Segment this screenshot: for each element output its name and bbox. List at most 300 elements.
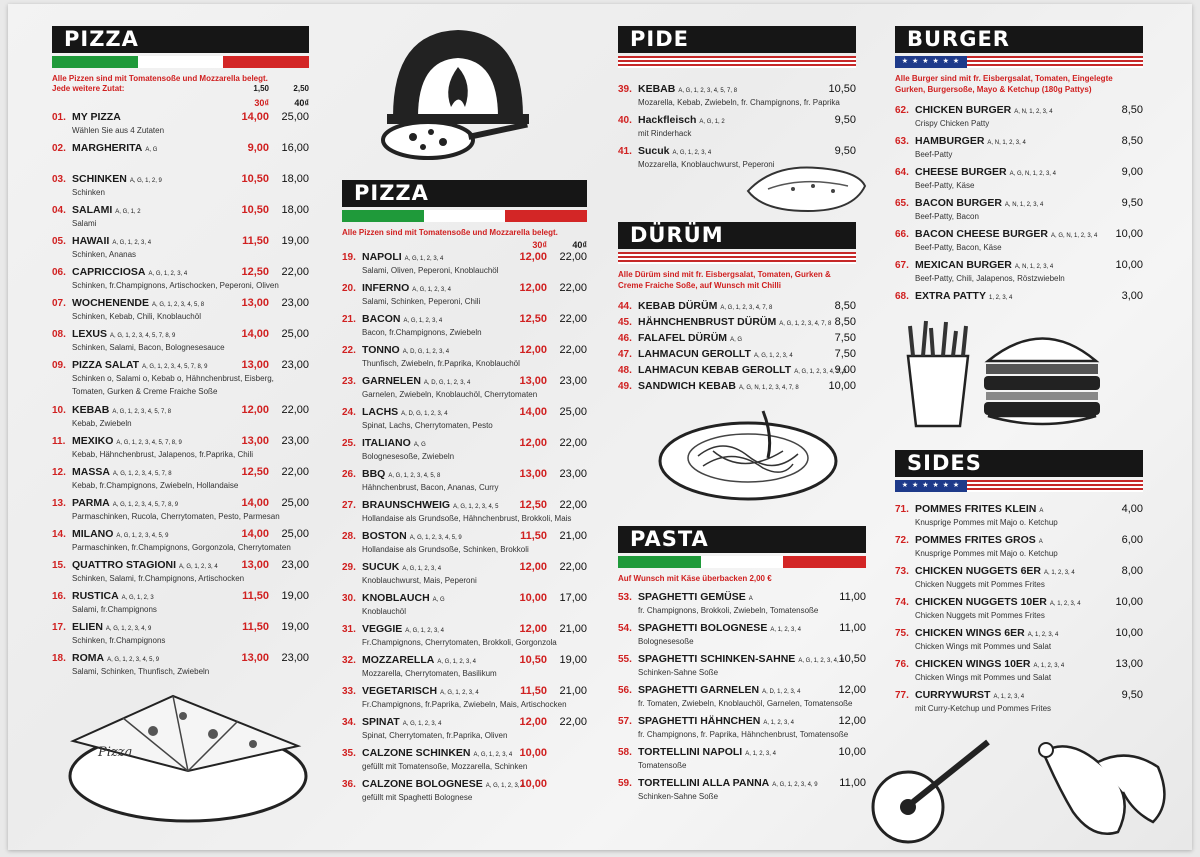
section-header: DÜRÜM: [618, 222, 856, 249]
item-price: 10,00: [1115, 596, 1143, 608]
item-name: [362, 375, 470, 387]
allergen-codes: A, G: [432, 597, 445, 603]
item-name-text: CHICKEN BURGER: [915, 104, 1012, 116]
item-name-text: ELIEN: [72, 621, 103, 633]
price-large: 23,00: [281, 559, 309, 571]
menu-item: [52, 403, 309, 434]
item-name-text: Sucuk: [638, 145, 670, 157]
item-description: Fr.Champignons, Cherrytomaten, Brokkoli, Gorgonzola: [362, 638, 557, 647]
item-name-text: BRAUNSCHWEIG: [362, 499, 451, 511]
price-large: 22,00: [281, 266, 309, 278]
allergen-codes: A, G, 1, 2, 3, 4: [148, 271, 188, 277]
item-name-text: HÄHNCHENBRUST DÜRÜM: [638, 316, 777, 328]
item-description: Mozzarella, Knoblauchwurst, Peperoni: [638, 160, 775, 169]
section-note: Alle Pizzen sind mit Tomatensoße und Mozzarella belegt.: [342, 228, 558, 237]
menu-item: [342, 374, 587, 405]
item-description: Schinken-Sahne Soße: [638, 792, 719, 801]
menu-item: [52, 358, 309, 403]
burger-section: [895, 26, 1143, 320]
allergen-codes: A, G: [145, 147, 158, 153]
item-name: [362, 654, 476, 666]
menu-item: [342, 560, 587, 591]
item-name: [72, 235, 151, 247]
burger-fries-sketch: [898, 316, 1108, 431]
item-number: 46.: [618, 333, 632, 344]
item-name: [72, 621, 151, 633]
item-number: 32.: [342, 655, 356, 666]
item-price: 9,50: [834, 145, 856, 157]
menu-item: [618, 745, 866, 776]
item-name: [915, 503, 1043, 515]
item-number: 21.: [342, 314, 356, 325]
item-number: 28.: [342, 531, 356, 542]
menu-item: [342, 405, 587, 436]
item-description-2: Tomaten, Gurken & Creme Fraiche Soße: [72, 387, 218, 396]
us-flag: [895, 56, 1143, 68]
allergen-codes: A, G, 1, 2, 3, 4, 5: [453, 504, 499, 510]
menu-item: [895, 595, 1143, 626]
item-description: Schinken, Salami, Bacon, Bolognesesauce: [72, 343, 225, 352]
section-note: Alle Dürüm sind mit fr. Eisbergsalat, Tomaten, Gurken & Creme Fraiche Soße, auf Wunsch mit Chilli: [618, 270, 831, 290]
price-large: 19,00: [281, 590, 309, 602]
allergen-codes: A: [1038, 539, 1043, 545]
price-large: 19,00: [559, 654, 587, 666]
menu-item: [342, 591, 587, 622]
menu-item: [895, 657, 1143, 688]
menu-item: [618, 590, 866, 621]
allergen-codes: A, 1, 2, 3, 4: [1044, 570, 1075, 576]
item-name-text: WOCHENENDE: [72, 297, 150, 309]
item-name: [362, 499, 498, 511]
item-description: Bolognesesoße: [638, 637, 694, 646]
item-name: [72, 328, 175, 340]
allergen-codes: A, D, 1, 2, 3, 4: [762, 689, 801, 695]
item-description: gefüllt mit Tomatensoße, Mozzarella, Schinken: [362, 762, 528, 771]
item-number: 31.: [342, 624, 356, 635]
menu-item: [342, 498, 587, 529]
section-header: PIZZA: [342, 180, 587, 207]
allergen-codes: A, G, 1, 2, 3, 4: [402, 721, 442, 727]
item-description: Knoblauchöl: [362, 607, 407, 616]
item-price: 10,50: [838, 653, 866, 665]
item-name-text: SUCUK: [362, 561, 400, 573]
item-name: [72, 142, 157, 154]
item-number: 41.: [618, 146, 632, 157]
item-name: [362, 406, 448, 418]
menu-item: [618, 299, 856, 315]
item-name-text: TORTELLINI ALLA PANNA: [638, 777, 770, 789]
item-name: [72, 173, 162, 185]
item-number: 55.: [618, 654, 632, 665]
allergen-codes: A, G, 1, 2, 3, 4: [672, 150, 712, 156]
price-large: 21,00: [559, 530, 587, 542]
menu-sheet: [8, 4, 1192, 850]
item-description: Schinken-Sahne Soße: [638, 668, 719, 677]
item-name: [638, 300, 772, 312]
price-small: 12,00: [519, 623, 547, 635]
price-large: 23,00: [281, 297, 309, 309]
item-name-text: VEGGIE: [362, 623, 403, 635]
item-price: 8,50: [1121, 104, 1143, 116]
item-name-text: LAHMACUN KEBAB GEROLLT: [638, 364, 792, 376]
pizza-list-2: [342, 250, 587, 808]
item-description: Crispy Chicken Patty: [915, 119, 990, 128]
allergen-codes: A, G, 1, 2, 3, 4, 5, 7, 8: [678, 88, 738, 94]
pide-sketch: [743, 156, 873, 221]
item-name: [362, 437, 426, 449]
allergen-codes: A, G, 1, 2, 3, 4, 5, 9: [409, 535, 462, 541]
item-name-text: BBQ: [362, 468, 386, 480]
item-name: [362, 778, 524, 790]
price-small: 11,50: [520, 685, 547, 697]
allergen-codes: A, G, 1, 2, 3, 4, 5, 9: [116, 533, 169, 539]
item-number: 59.: [618, 778, 632, 789]
item-number: 54.: [618, 623, 632, 634]
item-name-text: PARMA: [72, 497, 110, 509]
allergen-codes: A, N, 1, 2, 3, 4: [1014, 264, 1054, 270]
item-name-text: KNOBLAUCH: [362, 592, 430, 604]
allergen-codes: A, G, 1, 2, 3, 4, 9: [105, 626, 152, 632]
menu-item: [618, 315, 856, 331]
item-number: 01.: [52, 112, 66, 123]
item-number: 64.: [895, 167, 909, 178]
item-name-text: PIZZA SALAT: [72, 359, 140, 371]
item-number: 04.: [52, 205, 66, 216]
item-number: 33.: [342, 686, 356, 697]
allergen-codes: A, G, 1, 2, 3, 4: [473, 752, 513, 758]
item-name-text: KEBAB: [638, 83, 676, 95]
item-number: 58.: [618, 747, 632, 758]
item-description: Salami, Schinken, Peperoni, Chili: [362, 297, 481, 306]
price-large: 25,00: [281, 328, 309, 340]
item-name-text: MOZZARELLA: [362, 654, 435, 666]
item-name-text: TORTELLINI NAPOLI: [638, 746, 743, 758]
price-large: 18,00: [281, 204, 309, 216]
item-number: 49.: [618, 381, 632, 392]
item-name: [362, 592, 445, 604]
item-description: Mozarella, Kebab, Zwiebeln, fr. Champignons, fr. Paprika: [638, 98, 840, 107]
item-name: [638, 348, 793, 360]
item-name: [72, 652, 159, 664]
item-number: 11.: [52, 436, 66, 447]
item-description: Schinken: [72, 188, 105, 197]
item-description: Hollandaise als Grundsoße, Hähnchenbrust, Brokkoli, Mais: [362, 514, 572, 523]
price-large: 22,00: [559, 282, 587, 294]
price-large: 18,00: [281, 173, 309, 185]
item-name: [362, 344, 449, 356]
price-large: 22,00: [559, 716, 587, 728]
item-name-text: MEXICAN BURGER: [915, 259, 1012, 271]
menu-item: [52, 651, 309, 682]
item-description: Schinken, Salami, fr.Champignons, Artischocken: [72, 574, 245, 583]
menu-item: [895, 533, 1143, 564]
allergen-codes: A, N, 1, 2, 3, 4: [987, 140, 1026, 146]
price-small: 14,00: [241, 528, 269, 540]
menu-item: [52, 558, 309, 589]
item-name-text: CHICKEN WINGS 10ER: [915, 658, 1031, 670]
allergen-codes: A, G, 1, 2: [115, 209, 141, 215]
price-small: 12,50: [519, 313, 547, 325]
item-name: [72, 435, 182, 447]
item-number: 18.: [52, 653, 66, 664]
menu-item: [618, 82, 856, 113]
item-price: 10,50: [828, 83, 856, 95]
item-number: 20.: [342, 283, 356, 294]
price-large: 23,00: [559, 468, 587, 480]
size-header: [52, 98, 309, 108]
item-price: 11,00: [839, 622, 866, 634]
size-header: [342, 240, 587, 250]
price-large: 19,00: [281, 235, 309, 247]
item-price: 7,50: [834, 348, 856, 360]
menu-item: [342, 250, 587, 281]
allergen-codes: A, N, 1, 2, 3, 4: [1014, 109, 1053, 115]
item-number: 16.: [52, 591, 66, 602]
allergen-codes: A, 1, 2, 3, 4: [1049, 601, 1081, 607]
size-40: 40₫: [294, 98, 309, 108]
item-description: Spinat, Cherrytomaten, fr.Paprika, Oliven: [362, 731, 508, 740]
sides-list: [895, 502, 1143, 719]
price-small: 10,00: [519, 747, 547, 759]
allergen-codes: A, G, 1, 2, 9: [129, 178, 162, 184]
item-name-text: CAPRICCIOSA: [72, 266, 146, 278]
allergen-codes: A, G, 1, 2, 3, 4, 5, 7, 8, 9: [142, 364, 208, 370]
section-header: PASTA: [618, 526, 866, 553]
burger-list: [895, 103, 1143, 320]
price-small: 14,00: [519, 406, 547, 418]
flag-stars: ★ ★ ★ ★ ★ ★: [895, 480, 967, 492]
item-number: 09.: [52, 360, 66, 371]
item-description: Tomatensoße: [638, 761, 687, 770]
price-large: 23,00: [559, 375, 587, 387]
item-name-text: KEBAB: [72, 404, 110, 416]
allergen-codes: A, G, N, 1, 2, 3, 4, 7, 8: [739, 385, 799, 391]
item-name-text: SPAGHETTI HÄHNCHEN: [638, 715, 761, 727]
item-price: 6,00: [1121, 534, 1143, 546]
price-large: 22,00: [559, 313, 587, 325]
price-large: 19,00: [281, 621, 309, 633]
item-number: 08.: [52, 329, 66, 340]
item-name-text: ITALIANO: [362, 437, 411, 449]
sides-section: [895, 450, 1143, 719]
item-name-text: BACON BURGER: [915, 197, 1002, 209]
menu-item: [895, 134, 1143, 165]
item-name-text: MEXIKO: [72, 435, 114, 447]
allergen-codes: A, G, 1, 2, 3, 4, 7, 8: [779, 321, 832, 327]
price-small: 11,50: [242, 235, 269, 247]
item-description: Bolognesesoße, Zwiebeln: [362, 452, 455, 461]
pizza-oven-sketch: [373, 22, 543, 172]
item-name-text: GARNELEN: [362, 375, 421, 387]
section-header: BURGER: [895, 26, 1143, 53]
allergen-codes: A: [748, 596, 753, 602]
item-description: Parmaschinken, fr.Champignons, Gorgonzola, Cherrytomaten: [72, 543, 291, 552]
allergen-codes: A, G, 1, 2, 3, 4: [437, 659, 477, 665]
price-small: 13,00: [241, 559, 269, 571]
italian-flag: [618, 556, 866, 568]
item-description: Wählen Sie aus 4 Zutaten: [72, 126, 165, 135]
allergen-codes: A, G, N, 1, 2, 3, 4: [1051, 233, 1098, 239]
item-description: Schinken, Kebab, Chili, Knoblauchöl: [72, 312, 201, 321]
pizza-list-1: [52, 110, 309, 682]
item-name-text: MASSA: [72, 466, 110, 478]
item-price: 9,50: [834, 114, 856, 126]
item-number: 65.: [895, 198, 909, 209]
item-number: 06.: [52, 267, 66, 278]
item-name: [72, 559, 218, 571]
menu-item: [895, 502, 1143, 533]
item-description: Beef-Patty, Käse: [915, 181, 975, 190]
item-price: 10,00: [828, 380, 856, 392]
item-name-text: HAMBURGER: [915, 135, 985, 147]
item-description: Schinken, fr.Champignons: [72, 636, 166, 645]
menu-item: [342, 622, 587, 653]
item-description: Chicken Nuggets mit Pommes Frites: [915, 611, 1045, 620]
menu-item: [895, 688, 1143, 719]
size-30: 30₫: [532, 240, 547, 250]
stripes-decoration: [618, 56, 856, 68]
item-description: Knusprige Pommes mit Majo o. Ketchup: [915, 549, 1058, 558]
price-large: 23,00: [281, 359, 309, 371]
menu-item: [52, 327, 309, 358]
price-small: 10,50: [241, 173, 269, 185]
item-name: [362, 747, 512, 759]
item-price: 13,00: [1115, 658, 1143, 670]
item-name-text: INFERNO: [362, 282, 410, 294]
item-name: [638, 316, 831, 328]
price-small: 11,50: [520, 530, 547, 542]
item-name-text: CALZONE BOLOGNESE: [362, 778, 483, 790]
item-price: 8,50: [1121, 135, 1143, 147]
item-name: [638, 364, 846, 376]
item-name: [362, 561, 441, 573]
item-name: [72, 359, 207, 371]
item-name: [915, 290, 1012, 302]
item-number: 44.: [618, 301, 632, 312]
item-name-text: LAHMACUN GEROLLT: [638, 348, 751, 360]
item-number: 17.: [52, 622, 66, 633]
menu-item: [342, 436, 587, 467]
item-name-text: VEGETARISCH: [362, 685, 438, 697]
item-price: 10,00: [1115, 627, 1143, 639]
item-name: [72, 404, 171, 416]
stripes-decoration: [618, 252, 856, 264]
allergen-codes: A, G: [413, 442, 426, 448]
menu-item: [52, 496, 309, 527]
durum-section: [618, 222, 856, 395]
item-name: [638, 114, 725, 126]
price-large: 21,00: [559, 623, 587, 635]
allergen-codes: A, 1, 2, 3, 4: [745, 751, 776, 757]
item-name: [362, 685, 479, 697]
item-price: 11,00: [839, 777, 866, 789]
menu-item: [342, 653, 587, 684]
item-number: 15.: [52, 560, 66, 571]
item-description: mit Rinderhack: [638, 129, 692, 138]
allergen-codes: A, 1, 2, 3, 4: [1027, 632, 1059, 638]
allergen-codes: A, G, 1, 2, 3: [121, 595, 154, 601]
item-name-text: SCHINKEN: [72, 173, 127, 185]
item-description: Hollandaise als Grundsoße, Schinken, Brokkoli: [362, 545, 529, 554]
price-small: 13,00: [519, 375, 547, 387]
item-name: [72, 528, 168, 540]
item-number: 29.: [342, 562, 356, 573]
allergen-codes: A, G, 1, 2, 3, 4, 5, 7, 8, 9: [116, 440, 182, 446]
item-number: 45.: [618, 317, 632, 328]
item-name: [72, 204, 141, 216]
item-number: 23.: [342, 376, 356, 387]
allergen-codes: A, G, 1, 2, 3, 4, 5, 8: [388, 473, 441, 479]
item-number: 05.: [52, 236, 66, 247]
menu-item: [342, 746, 587, 777]
menu-item: [52, 110, 309, 141]
item-description: Knoblauchwurst, Mais, Peperoni: [362, 576, 477, 585]
price-small: 12,00: [241, 404, 269, 416]
item-name-text: BOSTON: [362, 530, 407, 542]
item-name-text: SPINAT: [362, 716, 400, 728]
item-name-text: SPAGHETTI SCHINKEN-SAHNE: [638, 653, 796, 665]
price-small: 13,00: [241, 435, 269, 447]
item-name-text: CHEESE BURGER: [915, 166, 1007, 178]
item-price: 10,00: [1115, 259, 1143, 271]
menu-item: [895, 103, 1143, 134]
allergen-codes: A, 1, 2, 3, 4: [763, 720, 794, 726]
item-name-text: BACON: [362, 313, 401, 325]
item-number: 35.: [342, 748, 356, 759]
item-number: 48.: [618, 365, 632, 376]
item-name-text: MY PIZZA: [72, 111, 121, 123]
item-description: Chicken Wings mit Pommes und Salat: [915, 673, 1052, 682]
item-description: mit Curry-Ketchup und Pommes Frites: [915, 704, 1052, 713]
item-name: [638, 380, 799, 392]
allergen-codes: A, G, 1, 2, 3, 4: [179, 564, 218, 570]
item-price: 3,00: [1121, 290, 1143, 302]
item-description: Kebab, fr.Champignons, Zwiebeln, Hollandaise: [72, 481, 239, 490]
item-name: [915, 166, 1056, 178]
item-price: 4,00: [1121, 503, 1143, 515]
item-number: 75.: [895, 628, 909, 639]
pizza-section-2: [342, 180, 587, 808]
item-number: 14.: [52, 529, 66, 540]
price-small: 13,00: [241, 359, 269, 371]
item-description: fr. Tomaten, Zwiebeln, Knoblauchöl, Garnelen, Tomatensoße: [638, 699, 853, 708]
item-description: Mozzarella, Cherrytomaten, Basilikum: [362, 669, 497, 678]
menu-item: [342, 281, 587, 312]
italian-flag: [52, 56, 309, 68]
allergen-codes: A, D, G, 1, 2, 3, 4: [402, 349, 450, 355]
item-name: [638, 746, 776, 758]
item-number: 68.: [895, 291, 909, 302]
item-description: Kebab, Zwiebeln: [72, 419, 132, 428]
item-description: Salami, fr.Champignons: [72, 605, 157, 614]
menu-item: [52, 620, 309, 651]
item-name: [72, 266, 187, 278]
price-small: 12,50: [519, 499, 547, 511]
menu-item: [895, 227, 1143, 258]
price-small: 12,00: [519, 251, 547, 263]
item-description: Chicken Nuggets mit Pommes Frites: [915, 580, 1045, 589]
item-name: [915, 259, 1053, 271]
section-header: PIZZA: [52, 26, 309, 53]
price-small: 13,00: [241, 297, 269, 309]
spaghetti-sketch: [653, 406, 843, 506]
item-number: 24.: [342, 407, 356, 418]
price-large: 22,00: [559, 561, 587, 573]
item-price: 8,50: [834, 316, 856, 328]
item-number: 26.: [342, 469, 356, 480]
item-description: fr. Champignons, Brokkoli, Zwiebeln, Tomatensoße: [638, 606, 819, 615]
item-number: 74.: [895, 597, 909, 608]
